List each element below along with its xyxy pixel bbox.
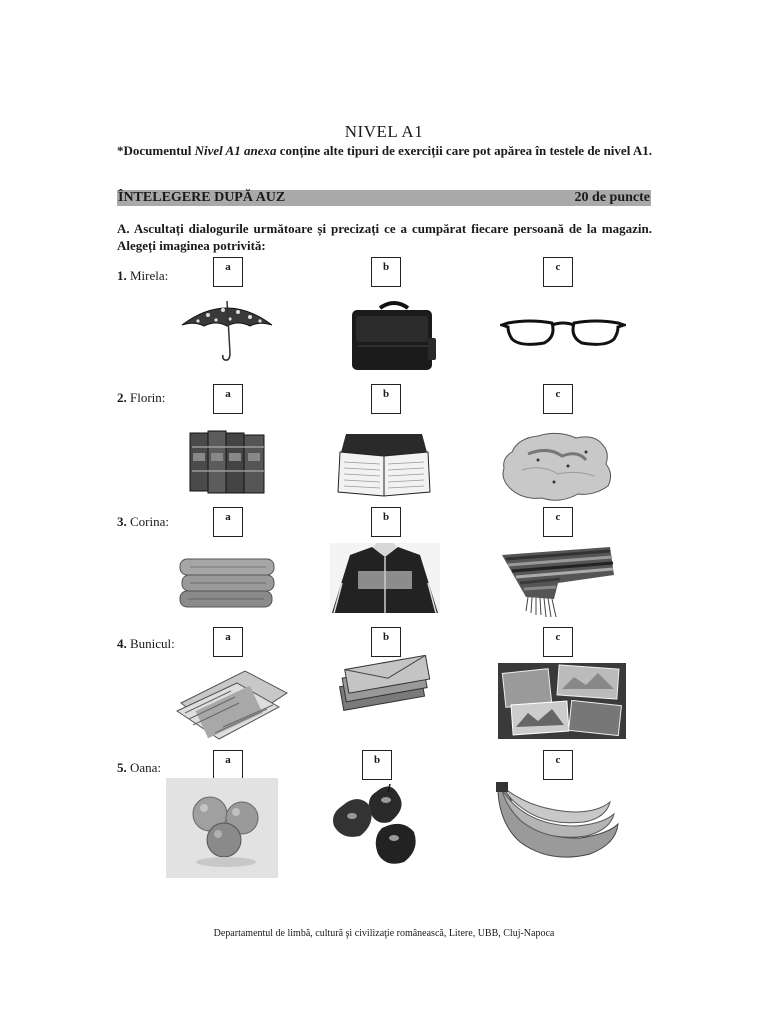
question-person: Oana: [126, 760, 162, 775]
notebook-icon[interactable] [336, 430, 432, 500]
question-number: 5. [117, 760, 127, 775]
glasses-icon[interactable] [500, 315, 626, 349]
map-icon[interactable] [498, 430, 616, 506]
towels-icon[interactable] [176, 553, 280, 611]
question-number: 4. [117, 636, 127, 651]
oranges-icon[interactable] [166, 778, 278, 878]
option-box-3b[interactable]: b [371, 507, 401, 537]
question-person: Corina: [126, 514, 169, 529]
apples-icon[interactable] [328, 782, 424, 874]
bananas-icon[interactable] [490, 780, 622, 862]
option-box-2b[interactable]: b [371, 384, 401, 414]
intro-suffix: conține alte tipuri de exerciții care pot apărea în testele de nivel A1. [276, 143, 652, 158]
option-box-1a[interactable]: a [213, 257, 243, 287]
option-box-5c[interactable]: c [543, 750, 573, 780]
option-box-5a[interactable]: a [213, 750, 243, 780]
umbrella-icon[interactable] [178, 295, 276, 365]
envelopes-icon[interactable] [332, 655, 436, 715]
option-box-3a[interactable]: a [213, 507, 243, 537]
question-person: Florin: [126, 390, 166, 405]
option-box-3c[interactable]: c [543, 507, 573, 537]
postcards-icon[interactable] [498, 663, 626, 739]
section-points: 20 de puncte [574, 190, 650, 205]
option-box-5b[interactable]: b [362, 750, 392, 780]
question-number: 1. [117, 268, 127, 283]
page-title: NIVEL A1 [344, 122, 424, 141]
intro-doc-name: Nivel A1 anexa [194, 143, 277, 158]
question-number: 3. [117, 514, 127, 529]
books-icon[interactable] [188, 427, 270, 495]
newspapers-icon[interactable] [175, 663, 293, 741]
question-number: 2. [117, 390, 127, 405]
option-box-2a[interactable]: a [213, 384, 243, 414]
section-header-bar [117, 190, 651, 206]
question-1-label [117, 268, 168, 284]
question-4-label [117, 636, 175, 652]
intro-note [117, 143, 657, 159]
intro-prefix: *Documentul [117, 143, 195, 158]
question-person: Bunicul: [126, 636, 175, 651]
footer: Departamentul de limbă, cultură şi civilizaţie românească, Litere, UBB, Cluj-Napoca [213, 928, 555, 939]
section-title: ÎNTELEGERE DUPĂ AUZ [118, 190, 286, 205]
scarf-icon[interactable] [498, 545, 616, 621]
option-box-4b[interactable]: b [371, 627, 401, 657]
question-2-label [117, 390, 165, 406]
question-3-label [117, 514, 169, 530]
option-box-2c[interactable]: c [543, 384, 573, 414]
option-box-1c[interactable]: c [543, 257, 573, 287]
jacket-icon[interactable] [330, 543, 440, 613]
option-box-4c[interactable]: c [543, 627, 573, 657]
exercise-instruction: A. Ascultați dialogurile următoare și precizați ce a cumpărat fiecare persoană de la magazin. Alegeți imaginea potrivită: [117, 221, 652, 253]
laptop-bag-icon[interactable] [348, 298, 440, 376]
option-box-1b[interactable]: b [371, 257, 401, 287]
option-box-4a[interactable]: a [213, 627, 243, 657]
question-person: Mirela: [126, 268, 169, 283]
question-5-label [117, 760, 161, 776]
